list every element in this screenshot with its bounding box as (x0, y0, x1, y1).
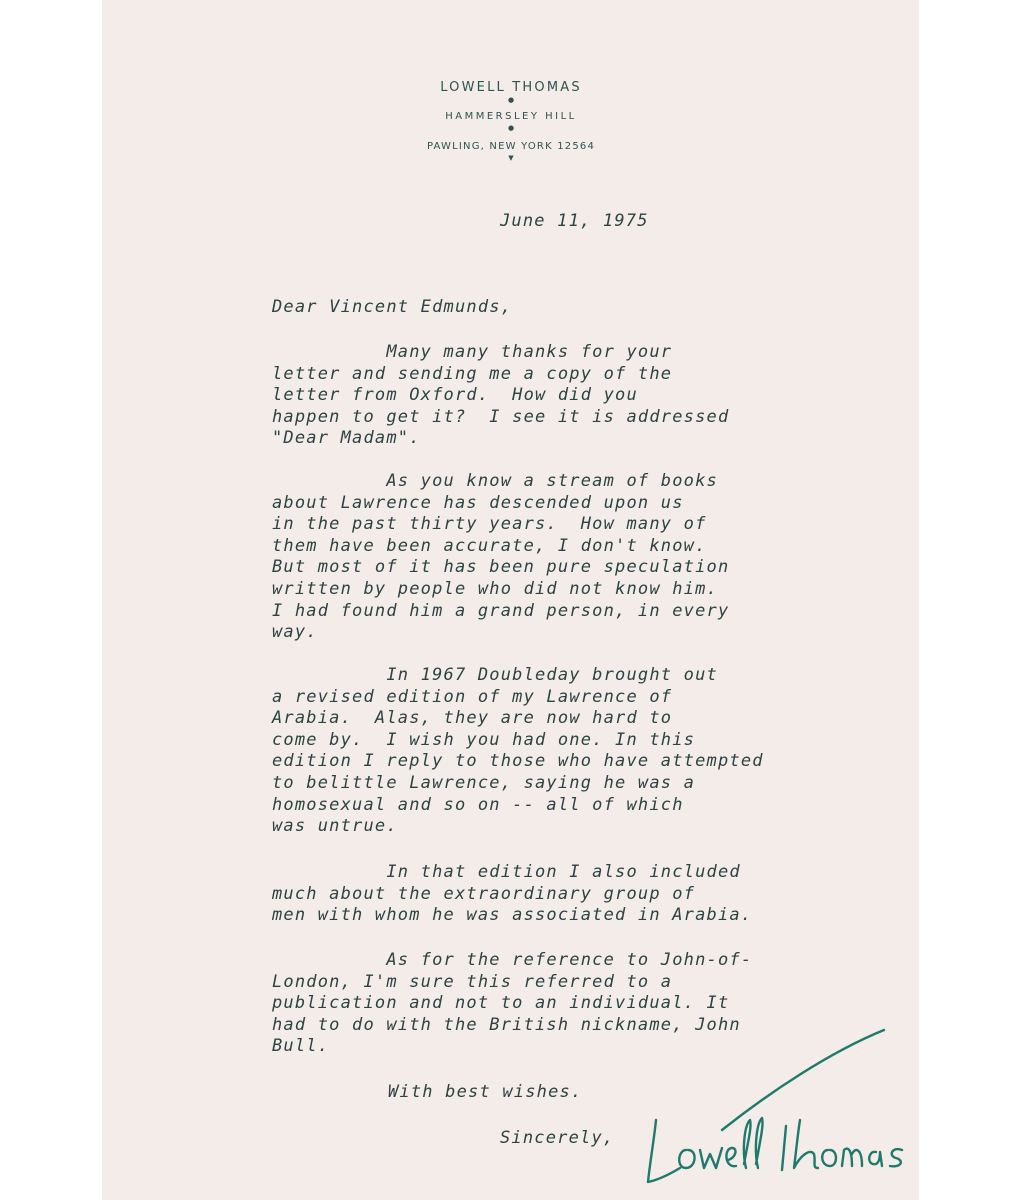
letterhead-separator-dot: ● (507, 96, 515, 104)
letter-salutation: Dear Vincent Edmunds, (272, 297, 513, 317)
letter-paragraph: In that edition I also included much about the extraordinary group of men with whom he was associated in Arabia. (272, 862, 753, 926)
letterhead-city: PAWLING, NEW YORK 12564 (426, 141, 596, 152)
letterhead-address: HAMMERSLEY HILL (445, 111, 577, 122)
letter-paragraph: Many many thanks for your letter and sending me a copy of the letter from Oxford. How did you happen to get it? I see it is addressed "Dear Madam". (272, 342, 730, 449)
letter-paragraph: As for the reference to John-of- London, I'm sure this referred to a publication and not to an individual. It had to do with the British nickname, John Bull. (272, 950, 753, 1057)
handwritten-signature (640, 1022, 915, 1192)
letter-date: June 11, 1975 (500, 211, 649, 231)
letterhead-separator-dot: ● (507, 124, 515, 132)
letter-closing: With best wishes. (388, 1082, 583, 1102)
letter-sign-off: Sincerely, (500, 1128, 615, 1148)
letter-paragraph: In 1967 Doubleday brought out a revised edition of my Lawrence of Arabia. Alas, they are now hard to come by. I wish you had one. In this edition I reply to those who have attempted to belittle Lawrence, saying he was a homosexual and so on -- all of which was untrue. (272, 665, 764, 837)
letterhead-separator-dot: ▼ (508, 154, 514, 162)
letterhead (406, 80, 616, 162)
letter-paragraph: As you know a stream of books about Lawrence has descended upon us in the past thirty years. How many of them have been accurate, I don't know. But most of it has been pure speculation written by people who did not know him. I had found him a grand person, in every way. (272, 471, 730, 643)
letterhead-name: LOWELL THOMAS (440, 80, 582, 95)
